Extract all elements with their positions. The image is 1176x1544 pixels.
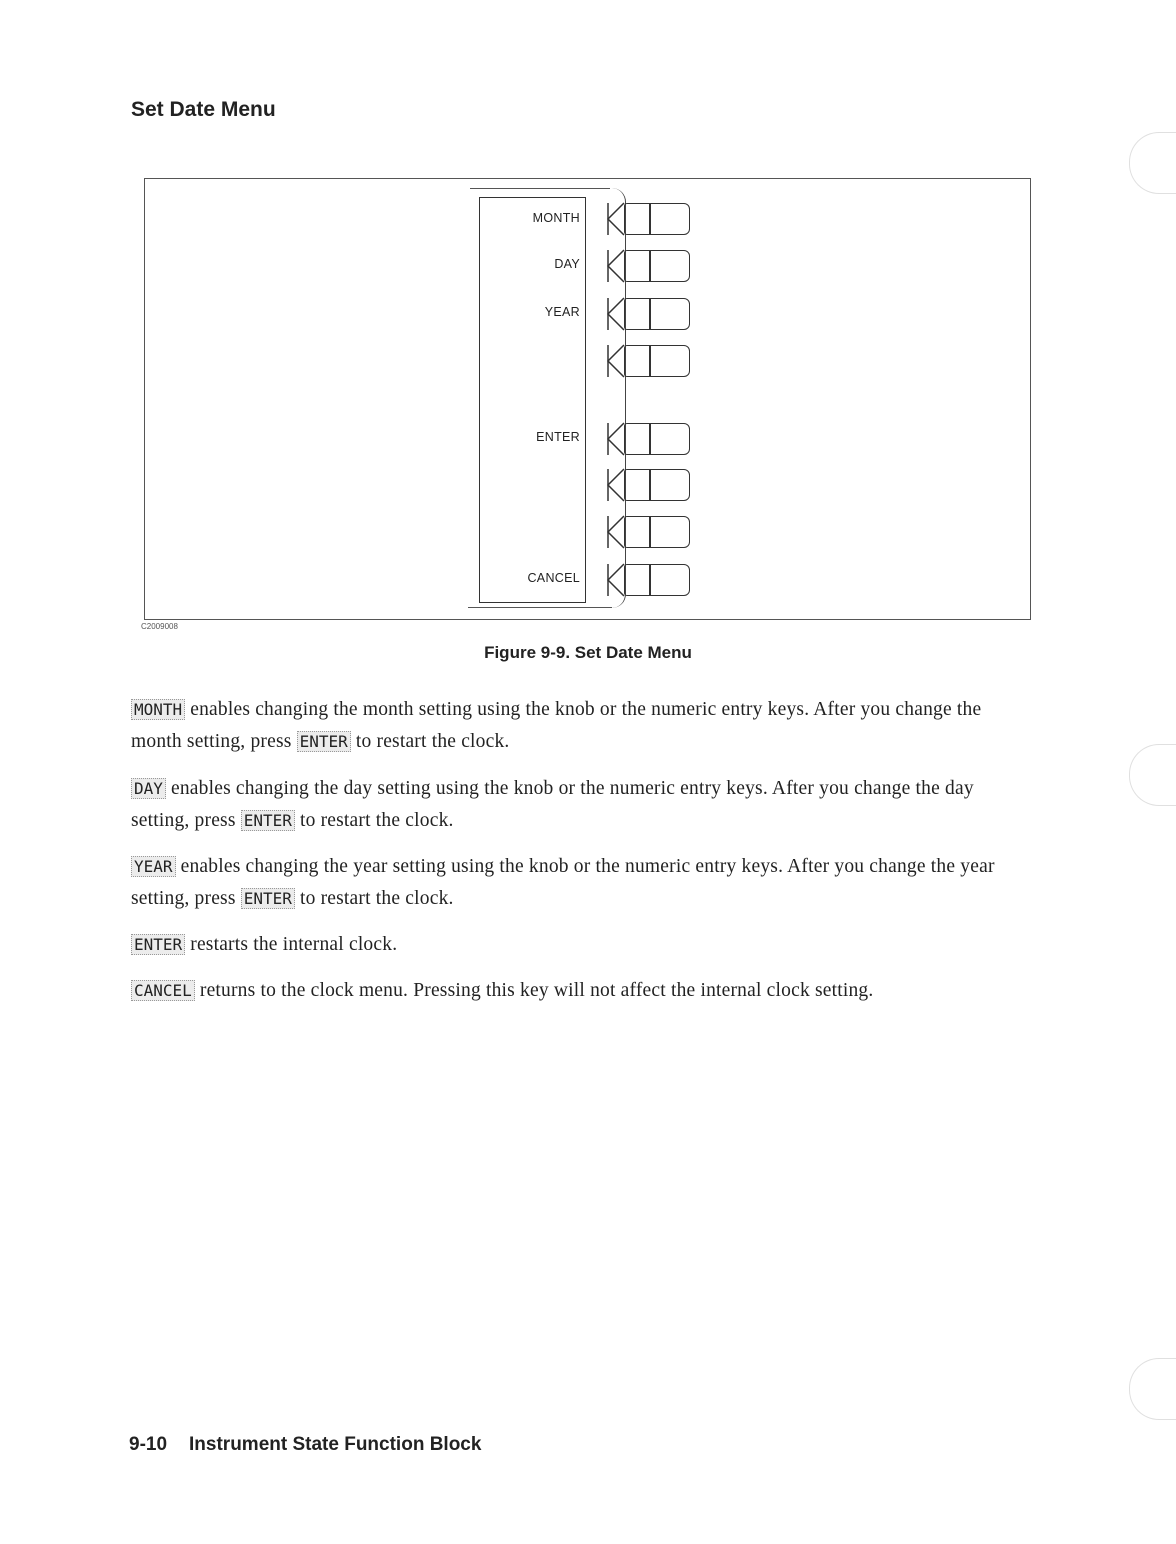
paragraph-text: returns to the clock menu. Pressing this key will not affect the internal clock setting. <box>194 980 874 1001</box>
key-enter: ENTER <box>297 731 351 752</box>
figure-code: C2009008 <box>141 622 178 631</box>
pointer-icon <box>606 343 626 379</box>
key-enter: ENTER <box>241 888 295 909</box>
page-number: 9-10 <box>129 1434 168 1455</box>
paragraph-year <box>131 851 1036 915</box>
softkey-5 <box>606 421 692 457</box>
paragraph-enter <box>131 929 1036 961</box>
softkey-button-icon <box>624 250 690 282</box>
pointer-icon <box>606 467 626 503</box>
section-title: Set Date Menu <box>131 98 276 121</box>
paragraph-text: enables changing the day setting using the knob or the numeric entry keys. After you change the day setting, press <box>131 778 974 831</box>
display-top-edge <box>470 188 610 189</box>
binder-hole-mark <box>1129 1358 1176 1420</box>
softkey-button-icon <box>624 564 690 596</box>
paragraph-text: enables changing the month setting using the knob or the numeric entry keys. After you change the month setting, press <box>131 699 982 752</box>
display-bottom-edge <box>468 607 612 608</box>
key-enter: ENTER <box>131 934 185 955</box>
paragraph-month <box>131 694 1036 758</box>
softkey-button-icon <box>624 203 690 235</box>
softkey-label-day: DAY <box>554 257 580 271</box>
paragraph-text: enables changing the year setting using the knob or the numeric entry keys. After you change the year setting, press <box>131 856 995 909</box>
softkey-3 <box>606 296 692 332</box>
softkey-label-enter: ENTER <box>536 430 580 444</box>
softkey-1 <box>606 201 692 237</box>
softkey-6 <box>606 467 692 503</box>
softkey-8 <box>606 562 692 598</box>
pointer-icon <box>606 296 626 332</box>
key-year: YEAR <box>131 856 176 877</box>
paragraph-text: restarts the internal clock. <box>185 934 398 955</box>
paragraph-day <box>131 773 1036 837</box>
key-enter: ENTER <box>241 810 295 831</box>
pointer-icon <box>606 248 626 284</box>
softkey-button-icon <box>624 516 690 548</box>
softkey-button-icon <box>624 469 690 501</box>
binder-hole-mark <box>1129 132 1176 194</box>
figure-frame <box>144 178 1031 620</box>
binder-hole-mark <box>1129 744 1176 806</box>
page-footer <box>129 1434 481 1456</box>
softkey-2 <box>606 248 692 284</box>
softkey-label-month: MONTH <box>532 211 580 225</box>
key-cancel: CANCEL <box>131 980 195 1001</box>
key-month: MONTH <box>131 699 185 720</box>
pointer-icon <box>606 421 626 457</box>
softkey-4 <box>606 343 692 379</box>
softkey-7 <box>606 514 692 550</box>
softkey-label-year: YEAR <box>544 305 580 319</box>
softkey-button-icon <box>624 345 690 377</box>
pointer-icon <box>606 201 626 237</box>
paragraph-text: to restart the clock. <box>350 731 510 752</box>
key-day: DAY <box>131 778 166 799</box>
chapter-title: Instrument State Function Block <box>189 1434 482 1455</box>
paragraph-text: to restart the clock. <box>294 888 454 909</box>
softkey-button-icon <box>624 298 690 330</box>
pointer-icon <box>606 562 626 598</box>
softkey-button-icon <box>624 423 690 455</box>
figure-caption: Figure 9-9. Set Date Menu <box>484 643 692 662</box>
pointer-icon <box>606 514 626 550</box>
softkey-label-cancel: CANCEL <box>527 571 580 585</box>
paragraph-text: to restart the clock. <box>294 810 454 831</box>
paragraph-cancel <box>131 975 1036 1007</box>
